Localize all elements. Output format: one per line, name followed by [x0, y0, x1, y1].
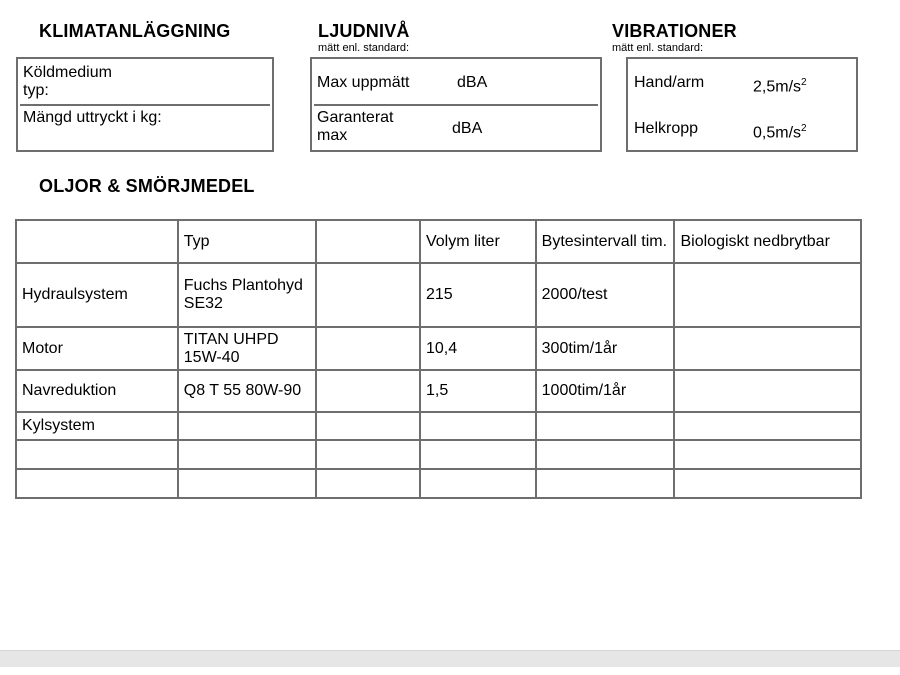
table-cell: 1,5: [420, 370, 536, 412]
whole-body-value-text: 0,5m/s: [753, 124, 802, 142]
sound-subtitle: mätt enl. standard:: [318, 42, 410, 54]
table-row: [16, 469, 861, 498]
table-row: [16, 370, 861, 412]
refrigerant-type-label: Köldmedium typ:: [23, 64, 112, 99]
table-cell: [420, 440, 536, 469]
table-cell: [178, 440, 317, 469]
table-row: [16, 440, 861, 469]
table-cell: [316, 370, 420, 412]
header-cell: Volym liter: [420, 220, 536, 263]
table-cell: [536, 469, 675, 498]
table-cell: [674, 370, 861, 412]
table-cell: [420, 412, 536, 440]
page-bottom-bar: [0, 650, 900, 667]
table-cell: [674, 327, 861, 370]
table-cell: [16, 440, 178, 469]
hand-arm-exponent: 2: [801, 77, 807, 88]
table-cell: 215: [420, 263, 536, 327]
guaranteed-max-label: Garanterat max: [317, 109, 394, 144]
table-cell: 10,4: [420, 327, 536, 370]
hand-arm-label: Hand/arm: [634, 74, 705, 91]
table-cell: [316, 327, 420, 370]
table-cell: [316, 263, 420, 327]
max-measured-label: Max uppmätt: [317, 74, 410, 91]
table-cell: [16, 469, 178, 498]
sound-title: LJUDNIVÅ: [318, 21, 410, 41]
table-cell: [674, 440, 861, 469]
whole-body-value: [753, 120, 807, 142]
oils-table: [15, 219, 862, 499]
table-row: [16, 412, 861, 440]
table-cell: 1000tim/1år: [536, 370, 675, 412]
table-cell: Hydraulsystem: [16, 263, 178, 327]
hand-arm-value-text: 2,5m/s: [753, 78, 802, 96]
table-cell: [316, 440, 420, 469]
vibration-box: [626, 57, 858, 152]
table-cell: [178, 412, 317, 440]
table-cell: Fuchs Plantohyd SE32: [178, 263, 317, 327]
sound-box: [310, 57, 602, 152]
table-header-row: [16, 220, 861, 263]
table-cell: 300tim/1år: [536, 327, 675, 370]
table-cell: [674, 469, 861, 498]
max-measured-unit: dBA: [457, 74, 488, 91]
header-cell: Bytesintervall tim.: [536, 220, 675, 263]
guaranteed-max-unit: dBA: [452, 120, 483, 137]
table-cell: TITAN UHPD 15W-40: [178, 327, 317, 370]
table-cell: [674, 263, 861, 327]
vibration-subtitle: mätt enl. standard:: [612, 42, 704, 54]
table-cell: [316, 469, 420, 498]
table-cell: [316, 412, 420, 440]
table-cell: [536, 440, 675, 469]
oils-title: OLJOR & SMÖRJMEDEL: [39, 176, 255, 196]
header-cell: [16, 220, 178, 263]
table-cell: [420, 469, 536, 498]
table-cell: [536, 412, 675, 440]
whole-body-label: Helkropp: [634, 120, 699, 137]
header-cell: Biologiskt nedbrytbar: [674, 220, 861, 263]
table-cell: Kylsystem: [16, 412, 178, 440]
header-cell: [316, 220, 420, 263]
table-row: [16, 327, 861, 370]
hand-arm-value: [753, 74, 807, 96]
header-cell: Typ: [178, 220, 317, 263]
table-cell: [178, 469, 317, 498]
table-cell: Navreduktion: [16, 370, 178, 412]
table-cell: Q8 T 55 80W-90: [178, 370, 317, 412]
whole-body-exponent: 2: [801, 123, 807, 134]
vibration-title: VIBRATIONER: [612, 21, 737, 41]
table-row: [16, 263, 861, 327]
table-cell: Motor: [16, 327, 178, 370]
table-cell: 2000/test: [536, 263, 675, 327]
table-cell: [674, 412, 861, 440]
climate-box: [16, 57, 274, 152]
climate-title: KLIMATANLÄGGNING: [39, 21, 231, 41]
amount-kg-label: Mängd uttryckt i kg:: [23, 109, 162, 126]
